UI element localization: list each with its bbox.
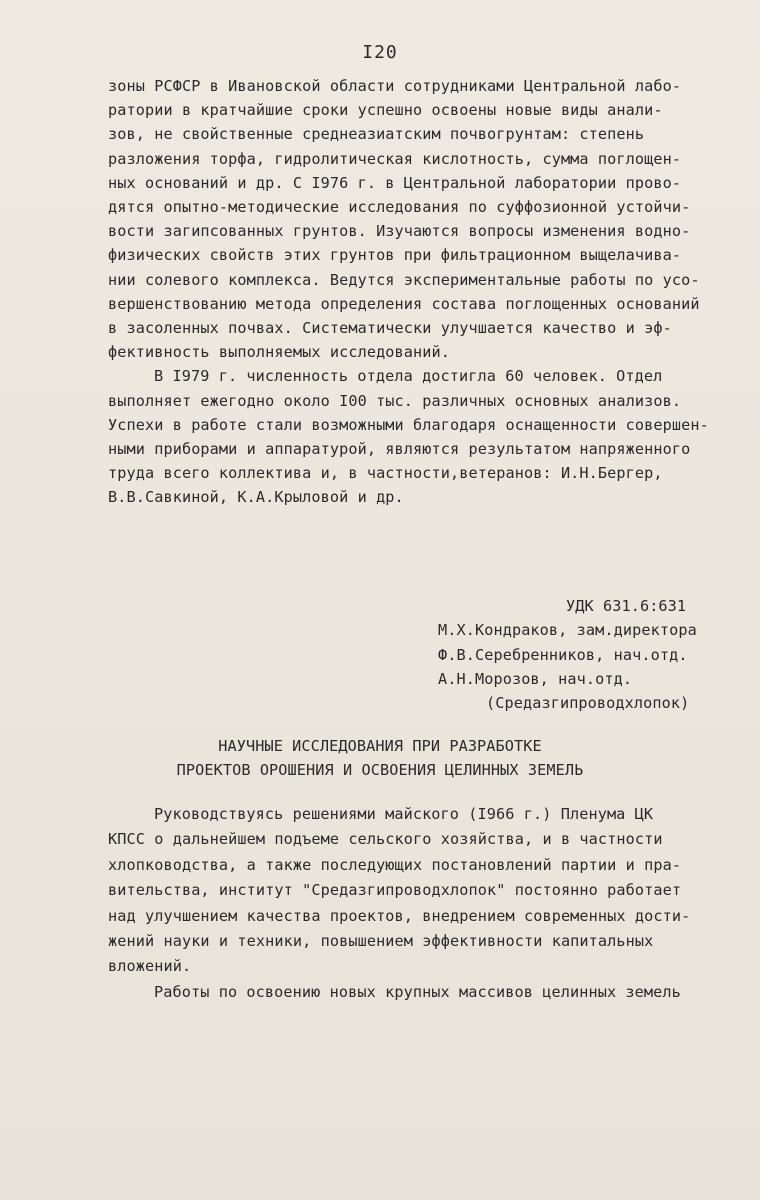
authors-block: [438, 594, 738, 715]
text-line: жений науки и техники, повышением эффективности капитальных: [108, 932, 654, 951]
text-line: зоны РСФСР в Ивановской области сотрудниками Центральной лабо-: [108, 77, 682, 95]
body-text-bottom: [108, 802, 748, 1005]
author-line: М.Х.Кондраков, зам.директора: [438, 621, 697, 640]
text-line: в засоленных почвах. Систематически улучшается качество и эф-: [108, 319, 672, 338]
author-line: А.Н.Морозов, нач.отд.: [438, 669, 633, 688]
text-line: зов, не свойственные среднеазиатским почвогрунтам: степень: [108, 125, 645, 144]
article-title: [0, 734, 760, 783]
text-line: Руководствуясь решениями майского (I966 г.) Пленума ЦК: [154, 805, 654, 823]
text-line: фективность выполняемых исследований.: [108, 343, 451, 362]
text-line: хлопководства, а также последующих постановлений партии и пра-: [108, 855, 682, 874]
text-line: Успехи в работе стали возможными благодаря оснащенности совершен-: [108, 415, 709, 434]
text-line: ных оснований и др. С I976 г. в Центральной лаборатории прово-: [108, 173, 682, 192]
body-text-top: [108, 74, 748, 510]
text-line: над улучшением качества проектов, внедрением современных дости-: [108, 906, 691, 925]
text-line: вложений.: [108, 957, 192, 976]
text-line: ными приборами и аппаратурой, являются результатом напряженного: [108, 440, 691, 459]
organization: (Средазгипроводхлопок): [486, 694, 690, 713]
author-line: Ф.В.Серебренников, нач.отд.: [438, 645, 688, 664]
text-line: В.В.Савкиной, К.А.Крыловой и др.: [108, 488, 404, 507]
text-line: КПСС о дальнейшем подъеме сельского хозяйства, и в частности: [108, 830, 663, 849]
text-line: ратории в кратчайшие сроки успешно освоены новые виды анали-: [108, 101, 663, 120]
text-line: нии солевого комплекса. Ведутся экспериментальные работы по усо-: [108, 270, 700, 289]
text-line: Работы по освоению новых крупных массивов целинных земель: [154, 982, 681, 1001]
text-line: вости загипсованных грунтов. Изучаются вопросы изменения водно-: [108, 222, 691, 241]
text-line: труда всего коллектива и, в частности,ветеранов: И.Н.Бергер,: [108, 464, 663, 483]
page-number: I20: [362, 42, 398, 63]
text-line: разложения торфа, гидролитическая кислотность, сумма поглощен-: [108, 149, 682, 168]
title-line: НАУЧНЫЕ ИССЛЕДОВАНИЯ ПРИ РАЗРАБОТКЕ: [218, 737, 542, 755]
text-line: выполняет ежегодно около I00 тыс. различных основных анализов.: [108, 391, 682, 410]
text-line: вершенствованию метода определения состава поглощенных оснований: [108, 294, 700, 313]
text-line: В I979 г. численность отдела достигла 60 человек. Отдел: [154, 367, 663, 386]
text-line: вительства, институт "Средазгипроводхлопок" постоянно работает: [108, 881, 682, 900]
title-line: ПРОЕКТОВ ОРОШЕНИЯ И ОСВОЕНИЯ ЦЕЛИННЫХ ЗЕМЕЛЬ: [176, 761, 584, 780]
text-line: дятся опытно-методические исследования по суффозионной устойчи-: [108, 198, 691, 217]
text-line: физических свойств этих грунтов при фильтрационном выщелачива-: [108, 246, 682, 265]
udk-code: УДК 631.6:631: [566, 597, 687, 615]
